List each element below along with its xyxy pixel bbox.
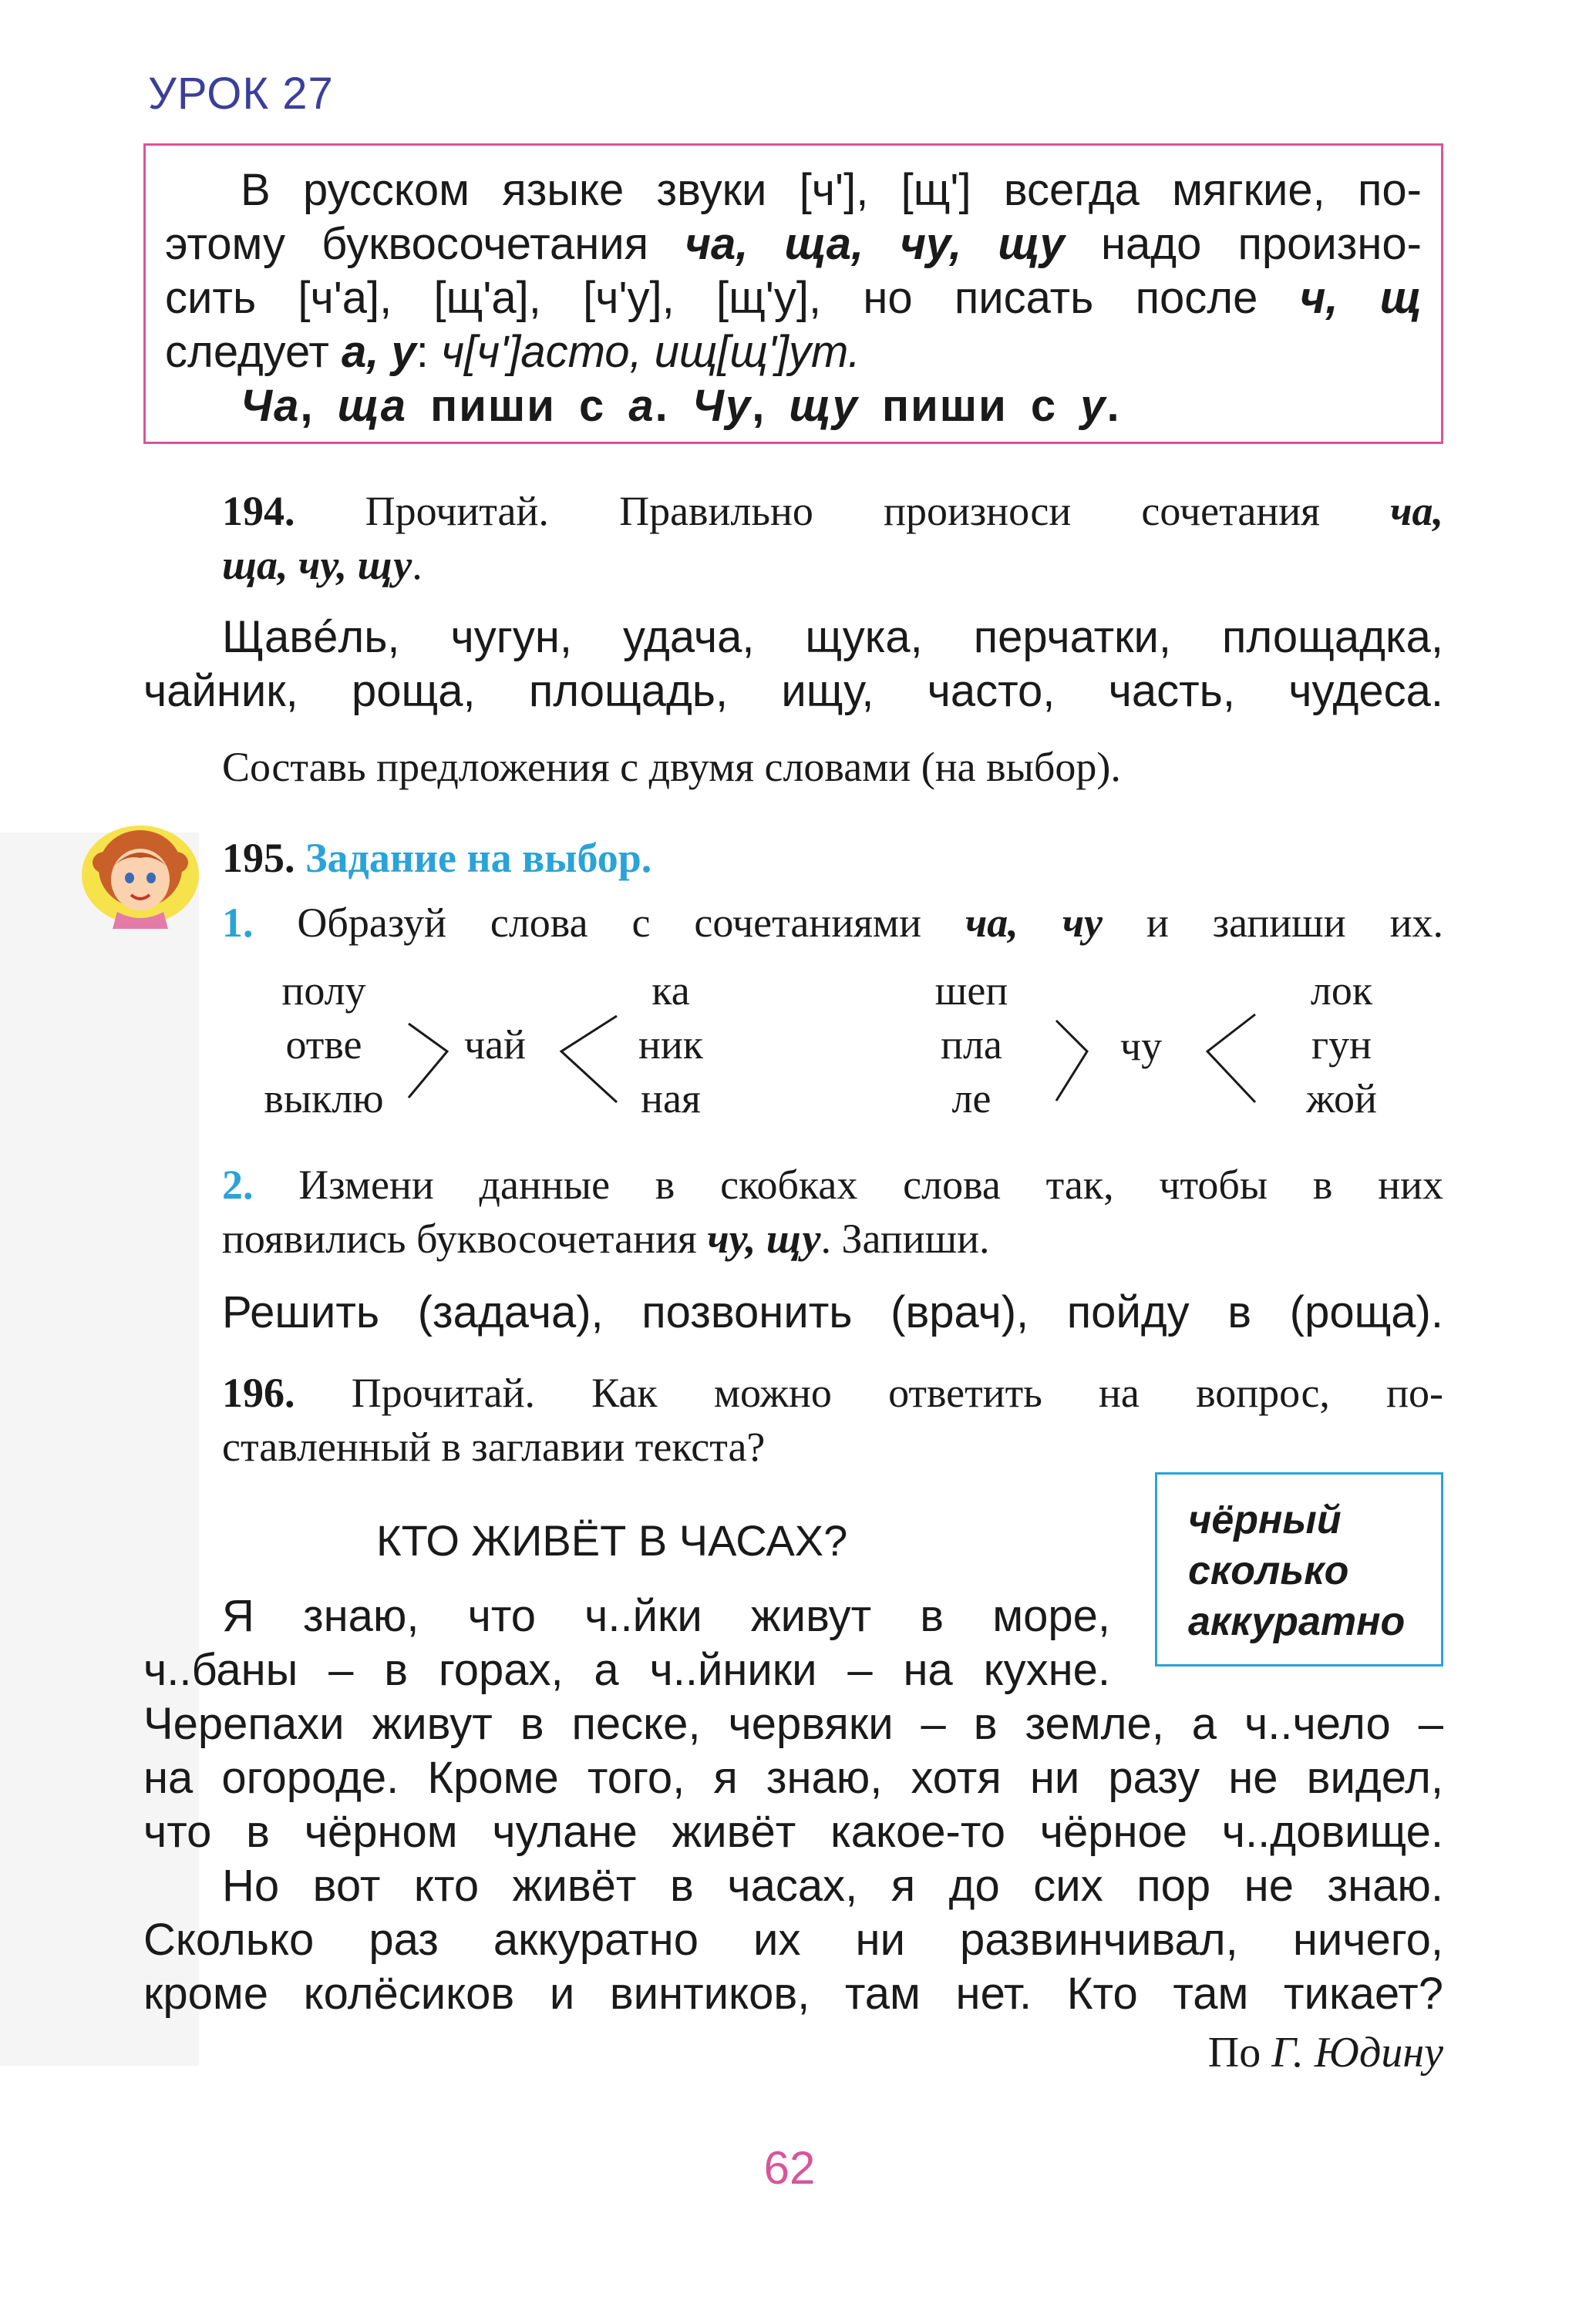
lesson-title: УРОК 27 [148, 69, 334, 119]
rule-l2a: этому буквосочетания [165, 219, 685, 269]
rule-l5c: ща [337, 381, 408, 431]
vocab-word: сколько [1188, 1549, 1349, 1593]
ex194-l1b: ча, [1390, 488, 1443, 534]
ex194-w2: чайник, роща, площадь, ищу, часто, часть, чудеса. [143, 666, 1443, 716]
ex195-t2-words [222, 1286, 1443, 1340]
scheme-part: лок [1310, 967, 1373, 1014]
ex195-t2num: 2. [222, 1162, 254, 1208]
story-p1: Я знаю, что ч..йки живут в море, [222, 1591, 1110, 1641]
ex195-t2l2a: появились буквосочетания [222, 1216, 708, 1262]
rule-l5j: пиши с [858, 381, 1081, 431]
ex195-task-1 [222, 896, 1443, 950]
scheme-part: ная [641, 1075, 701, 1122]
exercise-194-words [143, 610, 1443, 718]
page-number: 62 [763, 2142, 816, 2194]
rule-l5i: щу [789, 381, 859, 431]
rule-l5g: Чу [692, 381, 752, 431]
ex195-header [222, 831, 1443, 885]
scheme-part: полу [281, 967, 366, 1014]
ex195-t2l2c: . Запиши. [820, 1216, 990, 1262]
ex195-t2l2b: чу, щу [707, 1216, 821, 1262]
ex196-l1: Прочитай. Как можно ответить на вопрос, по- [295, 1370, 1443, 1416]
rule-line-1 [165, 163, 1422, 217]
author-name: Г. Юдину [1271, 2029, 1443, 2077]
ex194-subtask-text: Составь предложения с двумя словами (на выбор). [222, 744, 1121, 790]
ex195-t2-line-2 [222, 1212, 1443, 1266]
rule-l2b: ча, ща, чу, щу [685, 219, 1065, 269]
story-p2: ч..баны – в горах, а ч..йники – на кухне. [143, 1645, 1110, 1695]
scheme-part: пла [941, 1021, 1002, 1068]
exercise-195 [222, 831, 1443, 950]
rule-l2c: надо произно- [1064, 219, 1422, 269]
word-scheme [0, 964, 1579, 1141]
rule-l5d: пиши с [407, 381, 629, 431]
ex195-t1num: 1. [222, 900, 254, 946]
scheme2-arrow-right [1207, 1014, 1255, 1102]
rule-l4c: : [416, 327, 442, 377]
ex195-t1b: ча, чу [965, 900, 1103, 946]
vocab-word: чёрный [1188, 1498, 1342, 1542]
rule-l3a: сить [чʹа], [щʹа], [чʹу], [щʹу], но писать после [165, 273, 1300, 323]
rule-line-5 [165, 379, 1422, 433]
text-heading: КТО ЖИВЁТ В ЧАСАХ? [376, 1516, 848, 1565]
scheme-part: жой [1306, 1075, 1377, 1122]
exercise-194-task [222, 484, 1443, 592]
rule-l5h: , [752, 381, 790, 431]
rule-line-1-text: В русском языке звуки [чʹ], [щʹ] всегда мягкие, по- [241, 165, 1422, 215]
story-p7: Сколько раз аккуратно их ни развинчивал, ничего, [143, 1915, 1443, 1965]
ex194-l2end: . [412, 542, 423, 588]
scheme-part: ка [651, 967, 690, 1014]
ex195-t2-line-1 [222, 1158, 1443, 1212]
story-line-2 [143, 1643, 1110, 1697]
girl-mascot-icon [79, 821, 202, 929]
story-line-4 [143, 1751, 1443, 1805]
story-line-6 [143, 1859, 1443, 1913]
scheme-part: ле [951, 1075, 992, 1122]
story-line-5 [143, 1805, 1443, 1859]
rule-l5k: у [1080, 381, 1107, 431]
ex194-words-line-2 [143, 664, 1443, 718]
exercise-number: 195. [222, 835, 295, 881]
rule-line-3 [165, 271, 1422, 325]
rule-line-4 [165, 325, 1422, 379]
ex196-line-1 [222, 1366, 1443, 1420]
rule-line-2 [165, 217, 1422, 271]
scheme-part: ник [638, 1021, 704, 1068]
scheme2-arrow-left [1056, 1021, 1087, 1101]
ex196-l2: ставленный в заглавии текста? [222, 1424, 766, 1470]
rule-l4d: ч[чʹ]асто, ищ[щʹ]ут. [441, 327, 860, 377]
rule-l5l: . [1106, 381, 1121, 431]
ex195-t1c: и запиши их. [1103, 900, 1443, 946]
ex194-line-1 [222, 484, 1443, 538]
story-author [1208, 2026, 1443, 2080]
scheme-part: отве [285, 1021, 362, 1068]
exercise-194-subtask [222, 740, 1443, 794]
scheme1-center: чай [463, 1021, 527, 1068]
exercise-196-task [222, 1366, 1443, 1474]
story-p5: что в чёрном чулане живёт какое-то чёрное ч..довище. [143, 1807, 1443, 1857]
ex195-t1a: Образуй слова с сочетаниями [253, 900, 965, 946]
rule-l5f: . [655, 381, 692, 431]
ex194-l1a: Прочитай. Правильно произноси сочетания [295, 488, 1391, 534]
rule-l5b: , [300, 381, 338, 431]
story-p3: Черепахи живут в песке, червяки – в земле, а ч..чело – [143, 1699, 1443, 1749]
story-p6: Но вот кто живёт в часах, я до сих пор не знаю. [222, 1861, 1443, 1911]
exercise-number: 196. [222, 1370, 295, 1416]
story-line-1 [143, 1589, 1110, 1643]
ex195-t2l1: Измени данные в скобках слова так, чтобы в них [253, 1162, 1443, 1208]
ex194-line-2 [222, 538, 1443, 592]
rule-l4a: следует [165, 327, 342, 377]
scheme1-arrow-left [409, 1024, 447, 1098]
ex194-l2: ща, чу, щу [222, 542, 412, 588]
story-line-7 [143, 1913, 1443, 1967]
ex195-task-2 [222, 1158, 1443, 1266]
story-p4: на огороде. Кроме того, я знаю, хотя ни разу не видел, [143, 1753, 1443, 1803]
vocab-word: аккуратно [1188, 1599, 1406, 1644]
ex195-title: Задание на выбор. [295, 835, 652, 881]
ex194-words-line-1 [143, 610, 1443, 664]
scheme-part: выклю [264, 1075, 384, 1122]
story-p8: кроме колёсиков и винтиков, там нет. Кто там тикает? [143, 1969, 1443, 2019]
story-text [143, 1589, 1443, 2021]
rule-l3b: ч, щ [1299, 273, 1422, 323]
rule-l4b: а, у [342, 327, 416, 377]
ex195-t2-words-text: Решить (задача), позвонить (врач), пойду в (роща). [222, 1287, 1443, 1337]
scheme-part: шеп [934, 967, 1008, 1014]
exercise-number: 194. [222, 488, 295, 534]
rule-text [165, 163, 1422, 433]
scheme-part: гун [1311, 1021, 1372, 1068]
rule-l5a: Ча [241, 381, 301, 431]
scheme2-center: чу [1119, 1023, 1163, 1069]
scheme-arrows [0, 964, 1579, 1141]
scheme1-arrow-right [561, 1016, 617, 1102]
story-line-8 [143, 1967, 1443, 2021]
ex194-w1: Щавéль, чугун, удача, щука, перчатки, площадка, [222, 612, 1443, 662]
story-line-3 [143, 1697, 1443, 1751]
author-prefix: По [1207, 2029, 1272, 2077]
rule-l5e: а [628, 381, 655, 431]
